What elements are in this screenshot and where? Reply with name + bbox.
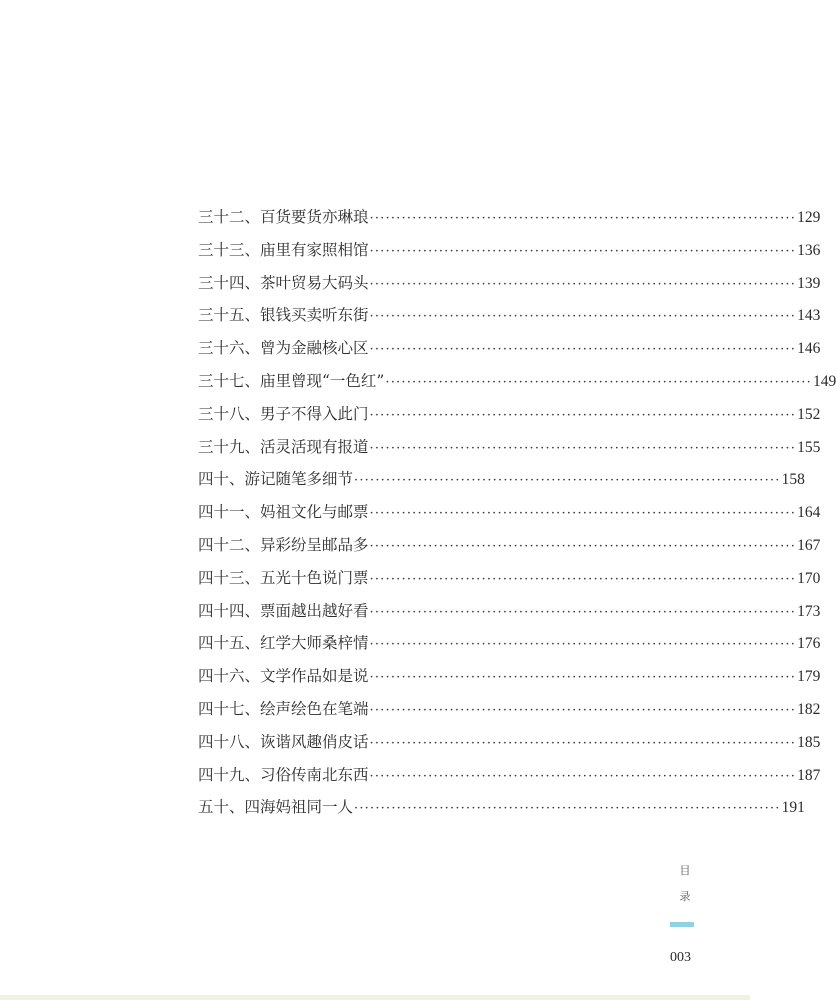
toc-entry bbox=[198, 431, 821, 464]
toc-entry-title: 三十九、活灵活现有报道 bbox=[198, 437, 369, 456]
page-number: 003 bbox=[670, 950, 691, 965]
toc-entry-page: 143 bbox=[797, 307, 821, 325]
toc-entry-page: 158 bbox=[781, 471, 805, 489]
toc-dot-leader: ················································································ bbox=[369, 407, 797, 423]
toc-dot-leader: ················································································ bbox=[369, 702, 797, 718]
toc-entry-title: 三十八、男子不得入此门 bbox=[198, 404, 369, 423]
toc-entry bbox=[198, 726, 821, 759]
toc-entry bbox=[198, 299, 821, 332]
toc-entry-page: 167 bbox=[797, 536, 821, 554]
toc-dot-leader: ················································································ bbox=[385, 374, 812, 390]
table-of-contents bbox=[198, 201, 836, 824]
toc-entry bbox=[198, 627, 821, 660]
toc-entry-title: 三十二、百货要货亦琳琅 bbox=[198, 208, 369, 226]
section-label bbox=[678, 858, 692, 910]
toc-entry-title: 三十五、银钱买卖听东街 bbox=[198, 306, 369, 325]
toc-entry bbox=[198, 496, 821, 529]
toc-entry-page: 149 bbox=[812, 372, 836, 390]
toc-entry bbox=[198, 267, 821, 300]
toc-entry-page: 191 bbox=[781, 799, 805, 817]
toc-entry bbox=[198, 562, 821, 595]
toc-entry-title: 三十三、庙里有家照相馆 bbox=[198, 240, 369, 259]
toc-entry-page: 179 bbox=[797, 668, 821, 686]
toc-entry-title: 四十三、五光十色说门票 bbox=[198, 568, 369, 587]
toc-entry-title: 四十五、红学大师桑梓情 bbox=[198, 634, 369, 653]
toc-entry bbox=[198, 595, 821, 628]
toc-dot-leader: ················································································ bbox=[369, 571, 797, 587]
toc-dot-leader: ················································································ bbox=[369, 604, 797, 620]
toc-entry-page: 139 bbox=[797, 274, 821, 292]
toc-entry-page: 129 bbox=[797, 209, 821, 226]
toc-entry-title: 四十一、妈祖文化与邮票 bbox=[198, 503, 369, 522]
bottom-strip bbox=[0, 995, 750, 1000]
section-label-char: 录 bbox=[679, 890, 691, 903]
toc-dot-leader: ················································································ bbox=[369, 440, 797, 456]
toc-dot-leader: ················································································ bbox=[369, 243, 797, 259]
toc-entry bbox=[198, 463, 805, 496]
toc-entry-title: 四十七、绘声绘色在笔端 bbox=[198, 699, 369, 718]
toc-dot-leader: ················································································ bbox=[369, 670, 797, 686]
toc-entry bbox=[198, 529, 821, 562]
section-label-char: 目 bbox=[679, 864, 691, 877]
toc-dot-leader: ················································································ bbox=[369, 211, 797, 226]
toc-entry-page: 155 bbox=[797, 438, 821, 456]
toc-entry-page: 136 bbox=[797, 241, 821, 259]
toc-entry-page: 187 bbox=[797, 766, 821, 784]
toc-entry-title: 四十、游记随笔多细节 bbox=[198, 470, 354, 489]
toc-entry-title: 三十四、茶叶贸易大码头 bbox=[198, 273, 369, 292]
toc-entry bbox=[198, 791, 805, 824]
toc-dot-leader: ················································································ bbox=[369, 309, 797, 325]
toc-dot-leader: ················································································ bbox=[354, 801, 781, 817]
toc-entry bbox=[198, 660, 821, 693]
toc-entry-page: 164 bbox=[797, 504, 821, 522]
toc-entry bbox=[198, 201, 821, 234]
toc-entry-page: 176 bbox=[797, 635, 821, 653]
toc-entry bbox=[198, 398, 821, 431]
toc-dot-leader: ················································································ bbox=[369, 538, 797, 554]
toc-dot-leader: ················································································ bbox=[369, 342, 797, 358]
toc-entry-title: 五十、四海妈祖同一人 bbox=[198, 798, 354, 817]
toc-dot-leader: ················································································ bbox=[369, 768, 797, 784]
toc-dot-leader: ················································································ bbox=[354, 473, 781, 489]
toc-entry bbox=[198, 332, 821, 365]
toc-entry bbox=[198, 759, 821, 792]
toc-dot-leader: ················································································ bbox=[369, 735, 797, 751]
toc-entry-page: 152 bbox=[797, 405, 821, 423]
toc-entry-title: 四十六、文学作品如是说 bbox=[198, 667, 369, 686]
toc-dot-leader: ················································································ bbox=[369, 276, 797, 292]
toc-entry-page: 182 bbox=[797, 700, 821, 718]
toc-entry-page: 173 bbox=[797, 602, 821, 620]
toc-entry-title: 四十九、习俗传南北东西 bbox=[198, 765, 369, 784]
toc-dot-leader: ················································································ bbox=[369, 506, 797, 522]
toc-entry-title: 四十二、异彩纷呈邮品多 bbox=[198, 535, 369, 554]
toc-entry-title: 三十七、庙里曾现“一色红” bbox=[198, 371, 385, 390]
toc-dot-leader: ················································································ bbox=[369, 637, 797, 653]
accent-bar bbox=[670, 922, 694, 927]
toc-entry-title: 三十六、曾为金融核心区 bbox=[198, 339, 369, 358]
toc-entry bbox=[198, 234, 821, 267]
toc-entry-page: 170 bbox=[797, 569, 821, 587]
toc-entry-title: 四十四、票面越出越好看 bbox=[198, 601, 369, 620]
toc-entry bbox=[198, 693, 821, 726]
toc-entry-page: 146 bbox=[797, 340, 821, 358]
toc-entry-title: 四十八、诙谐风趣俏皮话 bbox=[198, 732, 369, 751]
toc-entry-page: 185 bbox=[797, 733, 821, 751]
toc-entry bbox=[198, 365, 836, 398]
